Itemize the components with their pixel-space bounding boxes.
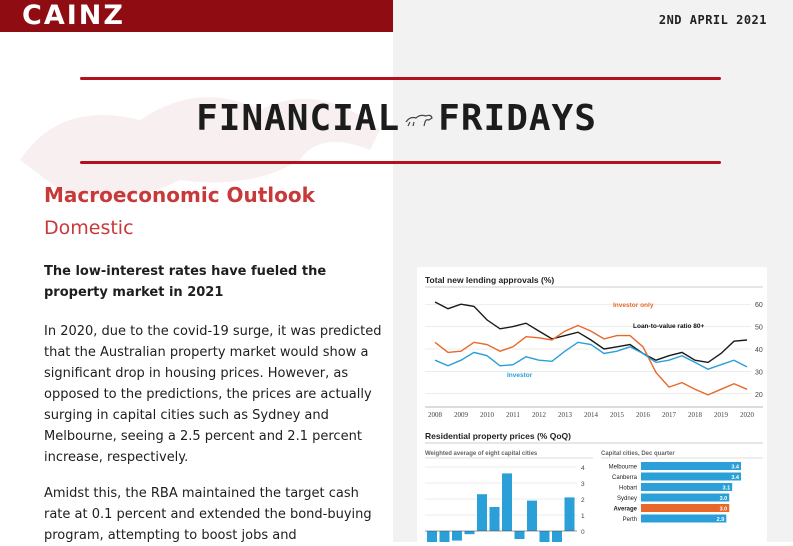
article-paragraph-2: Amidst this, the RBA maintained the target cash rate at 0.1 percent and extended the bond-buying program, attempting to boost jobs and xyxy=(44,486,372,543)
city-value-label: 3.1 xyxy=(722,485,731,492)
charts-svg xyxy=(417,267,767,542)
price-bar xyxy=(465,531,475,534)
y-tick-label: 20 xyxy=(755,391,763,399)
city-label: Melbourne xyxy=(608,464,637,471)
article-lead: The low-interest rates have fueled the property market in 2021 xyxy=(44,264,327,300)
city-chart-title: Capital cities, Dec quarter xyxy=(601,451,675,457)
series-line-1 xyxy=(435,326,747,395)
city-value-label: 2.9 xyxy=(716,517,725,523)
x-tick-label: 2010 xyxy=(480,411,494,419)
y-tick-label: 50 xyxy=(755,324,763,332)
bottom-rule xyxy=(80,161,721,164)
price-bar xyxy=(427,531,437,542)
legend-investor-only: Investor only xyxy=(613,302,654,309)
title-right: FRIDAYS xyxy=(438,98,597,139)
y-tick-label: 40 xyxy=(755,347,763,354)
price-bar xyxy=(440,531,450,542)
legend-investor: Investor xyxy=(507,372,533,379)
bar-y-tick-label: 4 xyxy=(581,465,585,472)
series-line-0 xyxy=(435,302,747,362)
chart-card xyxy=(417,267,767,542)
brand-bar xyxy=(0,0,393,32)
x-tick-label: 2011 xyxy=(506,411,520,419)
price-bar xyxy=(477,494,487,531)
bull-icon xyxy=(404,112,434,128)
y-tick-label: 60 xyxy=(755,302,763,310)
city-value-label: 3.4 xyxy=(731,475,739,481)
x-tick-label: 2020 xyxy=(740,411,754,419)
x-tick-label: 2016 xyxy=(636,411,650,419)
city-label: Average xyxy=(613,506,637,513)
bull-watermark xyxy=(0,40,393,240)
bar-chart-title: Residential property prices (% QoQ) xyxy=(425,431,571,441)
city-label: Hobart xyxy=(618,485,637,492)
x-tick-label: 2008 xyxy=(428,411,442,419)
city-label: Sydney xyxy=(616,496,637,502)
city-label: Perth xyxy=(622,517,637,523)
y-tick-label: 30 xyxy=(755,369,763,377)
x-tick-label: 2013 xyxy=(558,411,572,419)
x-tick-label: 2019 xyxy=(714,411,728,419)
top-rule xyxy=(80,77,721,80)
newsletter-title xyxy=(0,98,793,139)
price-bar xyxy=(490,507,500,531)
price-bar xyxy=(527,501,537,531)
bar-y-tick-label: 1 xyxy=(581,513,585,520)
price-bar xyxy=(502,473,512,531)
city-bar xyxy=(641,494,729,502)
city-bar xyxy=(641,483,732,491)
x-tick-label: 2012 xyxy=(532,411,546,419)
city-value-label: 3.4 xyxy=(731,464,739,471)
section-heading: Macroeconomic Outlook xyxy=(44,183,315,207)
price-bar xyxy=(540,531,550,542)
series-line-2 xyxy=(435,342,747,369)
article-paragraph-1: In 2020, due to the covid-19 surge, it was predicted that the Australian property market would show a significant drop in housing prices. However, as opposed to the predictions, the prices are actually surging in capital cities such as Sydney and Melbourne, seeing a 2.5 percent and 2.1 percent increase, respectively. xyxy=(44,324,382,465)
city-bar xyxy=(641,462,741,470)
city-label: Canberra xyxy=(611,475,637,481)
city-bar xyxy=(641,504,729,512)
section-subheading: Domestic xyxy=(44,217,134,239)
city-bar xyxy=(641,473,741,481)
price-bar xyxy=(515,531,525,539)
x-tick-label: 2009 xyxy=(454,411,468,419)
x-tick-label: 2017 xyxy=(662,411,676,419)
title-left: FINANCIAL xyxy=(196,98,401,139)
issue-date: 2ND APRIL 2021 xyxy=(658,13,767,27)
city-bar xyxy=(641,515,726,523)
bar-y-tick-label: 2 xyxy=(581,497,585,504)
city-value-label: 3.0 xyxy=(719,506,728,513)
bar-y-tick-label: 0 xyxy=(581,529,585,536)
city-value-label: 3.0 xyxy=(719,496,728,502)
price-bar xyxy=(552,531,562,542)
bar-y-tick-label: 3 xyxy=(581,481,585,488)
brand-logo: CAINZ xyxy=(22,0,125,31)
bar-chart-subtitle: Weighted average of eight capital cities xyxy=(425,451,538,457)
legend-lvr: Loan-to-value ratio 80+ xyxy=(633,323,705,330)
price-bar xyxy=(565,497,575,531)
x-tick-label: 2014 xyxy=(584,411,598,419)
price-bar xyxy=(452,531,462,541)
x-tick-label: 2018 xyxy=(688,411,702,419)
x-tick-label: 2015 xyxy=(610,411,624,419)
line-chart-title: Total new lending approvals (%) xyxy=(425,275,555,285)
